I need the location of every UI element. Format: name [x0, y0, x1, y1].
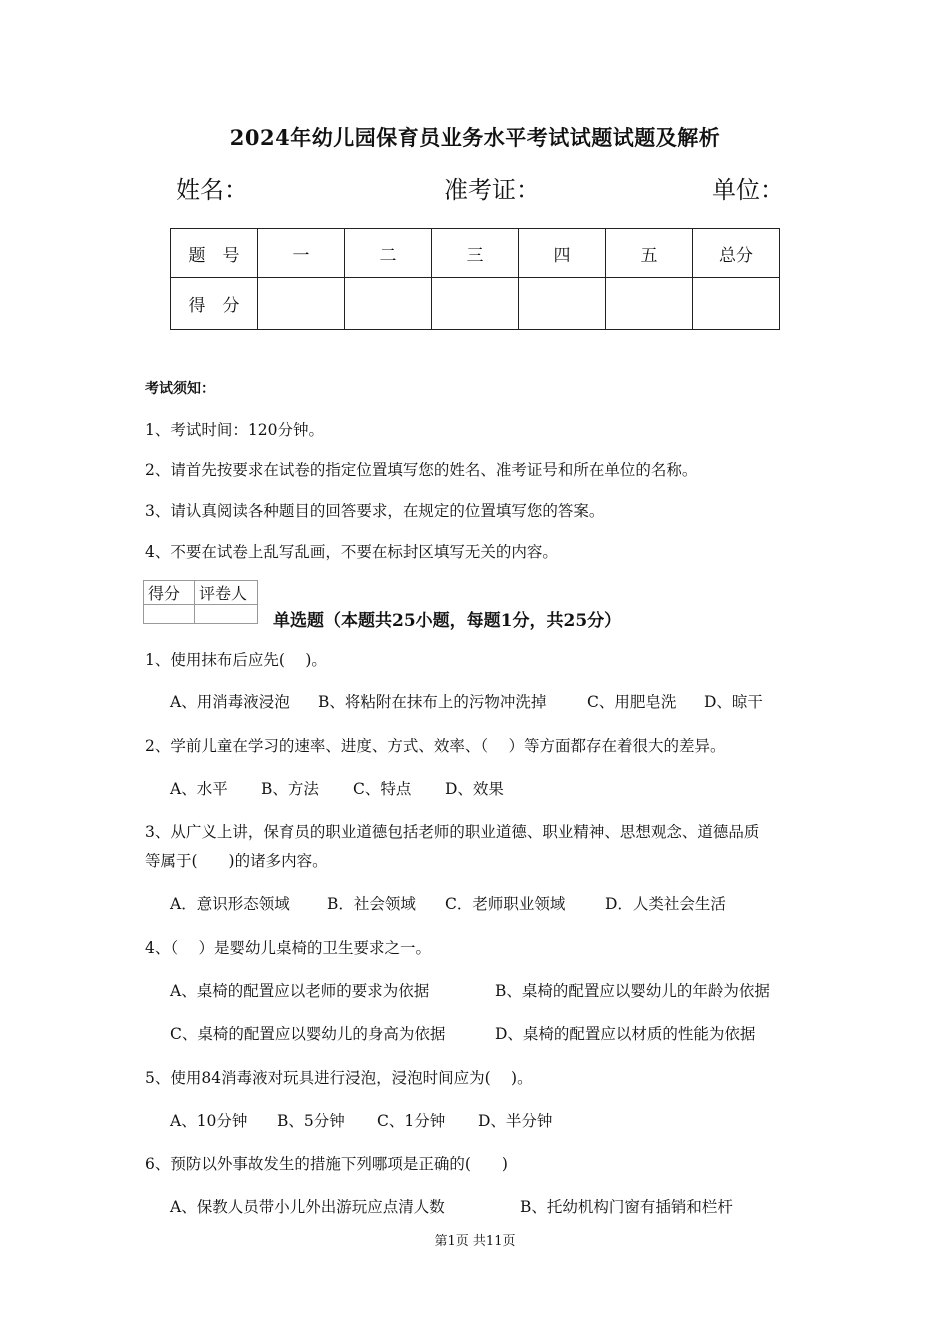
- question-option: C、特点: [353, 780, 412, 798]
- score-table-column: 二: [345, 229, 432, 278]
- notice-item: 3、请认真阅读各种题目的回答要求，在规定的位置填写您的答案。: [145, 502, 605, 520]
- grader-box: [143, 580, 258, 624]
- score-table-score-row: [171, 278, 780, 330]
- section-title: 单选题（本题共25小题，每题1分，共25分）: [273, 611, 622, 631]
- question-stem: 6、预防以外事故发生的措施下列哪项是正确的( ): [145, 1155, 508, 1173]
- question-option: D．人类社会生活: [605, 895, 726, 913]
- score-table: [170, 228, 780, 330]
- question-option: B、方法: [261, 780, 319, 798]
- notice-title: 考试须知：: [145, 381, 215, 397]
- score-table-score-label: 得 分: [171, 278, 258, 330]
- question-option: D、桌椅的配置应以材质的性能为依据: [495, 1025, 756, 1043]
- score-cell[interactable]: [606, 278, 693, 330]
- question-stem-continued: 等属于( )的诸多内容。: [145, 852, 328, 870]
- question-stem: 3、从广义上讲，保育员的职业道德包括老师的职业道德、职业精神、思想观念、道德品质: [145, 823, 760, 841]
- exam-id-field-label: 准考证：: [444, 176, 540, 204]
- score-table-column: 总分: [693, 229, 780, 278]
- score-cell[interactable]: [693, 278, 780, 330]
- question-option: C．老师职业领域: [445, 895, 566, 913]
- question-option: C、桌椅的配置应以婴幼儿的身高为依据: [170, 1025, 446, 1043]
- score-table-column: 一: [258, 229, 345, 278]
- question-option: A、桌椅的配置应以老师的要求为依据: [170, 982, 430, 1000]
- question-option: C、用肥皂洗: [587, 693, 677, 711]
- score-table-column: 三: [432, 229, 519, 278]
- score-cell[interactable]: [519, 278, 606, 330]
- question-stem: 1、使用抹布后应先( )。: [145, 651, 327, 669]
- question-option: A、用消毒液浸泡: [170, 693, 290, 711]
- score-table-header-row: [171, 229, 780, 278]
- question-option: A．意识形态领域: [170, 895, 290, 913]
- score-table-header-label: 题 号: [171, 229, 258, 278]
- score-cell[interactable]: [345, 278, 432, 330]
- unit-field-label: 单位：: [712, 176, 784, 204]
- score-table-column: 四: [519, 229, 606, 278]
- name-field-label: 姓名：: [176, 176, 248, 204]
- question-option: B、5分钟: [277, 1112, 345, 1130]
- grader-score-cell[interactable]: [144, 605, 195, 624]
- page-title: 2024年幼儿园保育员业务水平考试试题试题及解析: [229, 125, 721, 150]
- question-option: B、将粘附在抹布上的污物冲洗掉: [318, 693, 547, 711]
- question-stem: 5、使用84消毒液对玩具进行浸泡，浸泡时间应为( )。: [145, 1069, 533, 1087]
- grader-reviewer-label: 评卷人: [195, 581, 258, 605]
- question-stem: 2、学前儿童在学习的速率、进度、方式、效率、（ ）等方面都存在着很大的差异。: [145, 737, 726, 755]
- question-option: D、效果: [445, 780, 504, 798]
- question-stem: 4、（ ）是婴幼儿桌椅的卫生要求之一。: [145, 939, 432, 957]
- notice-item: 4、不要在试卷上乱写乱画，不要在标封区填写无关的内容。: [145, 543, 558, 561]
- score-table-column: 五: [606, 229, 693, 278]
- notice-item: 2、请首先按要求在试卷的指定位置填写您的姓名、准考证号和所在单位的名称。: [145, 461, 698, 479]
- question-option: D、晾干: [704, 693, 763, 711]
- score-cell[interactable]: [432, 278, 519, 330]
- score-cell[interactable]: [258, 278, 345, 330]
- question-option: B．社会领域: [327, 895, 416, 913]
- notice-item: 1、考试时间：120分钟。: [145, 421, 324, 439]
- question-option: A、保教人员带小儿外出游玩应点清人数: [170, 1198, 445, 1216]
- grader-reviewer-cell[interactable]: [195, 605, 258, 624]
- grader-score-label: 得分: [144, 581, 195, 605]
- question-option: B、桌椅的配置应以婴幼儿的年龄为依据: [495, 982, 770, 1000]
- page-footer: 第1页 共11页: [434, 1234, 516, 1249]
- question-option: C、1分钟: [377, 1112, 446, 1130]
- question-option: D、半分钟: [478, 1112, 553, 1130]
- question-option: A、10分钟: [170, 1112, 248, 1130]
- question-option: A、水平: [170, 780, 228, 798]
- question-option: B、托幼机构门窗有插销和栏杆: [520, 1198, 733, 1216]
